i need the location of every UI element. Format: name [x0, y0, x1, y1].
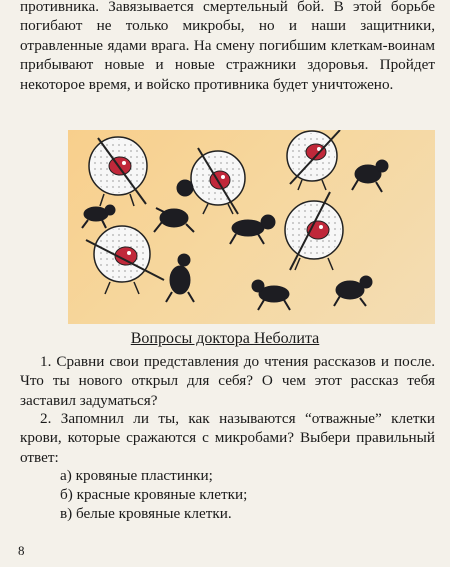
page-number: 8	[18, 543, 25, 558]
question-2: 2. Запомнил ли ты, как называются “отважные” клетки крови, которые сражаются с микробами? Выбери правильный ответ:	[20, 410, 435, 466]
answer-option-a: а) кровяные пластинки;	[60, 467, 213, 484]
microbe-4	[166, 254, 194, 302]
intro-paragraph: противника. Завязывается смертельный бой. В этой борьбе погибают не только микробы, но и наши защитники, отравленные ядами врага. На смену погибшим клеткам-воинам прибывают новые и новые стражники здоровья. Пройдет некоторое время, и войско противника будет уничтожено.	[20, 0, 435, 93]
white-cell-warrior-3	[287, 130, 340, 190]
illustration-immune-battle	[68, 130, 435, 324]
microbe-6	[334, 276, 372, 306]
white-cell-warrior-2	[191, 148, 245, 214]
microbe-1	[154, 180, 194, 232]
microbe-3	[352, 160, 388, 192]
question-1: 1. Сравни свои представления до чтения рассказов и после. Что ты нового открыл для себя? О чем этот рассказ тебя заставил задуматься?	[20, 353, 435, 409]
white-cell-warrior-5	[285, 192, 343, 270]
section-heading: Вопросы доктора Неболита	[130, 330, 320, 347]
white-cell-warrior-4	[86, 226, 164, 294]
answer-option-c: в) белые кровяные клетки.	[60, 505, 232, 522]
microbe-7	[82, 205, 115, 228]
white-cell-warrior-1	[89, 137, 147, 206]
microbe-2	[230, 215, 275, 244]
microbe-5	[252, 280, 290, 310]
answer-option-b: б) красные кровяные клетки;	[60, 486, 248, 503]
